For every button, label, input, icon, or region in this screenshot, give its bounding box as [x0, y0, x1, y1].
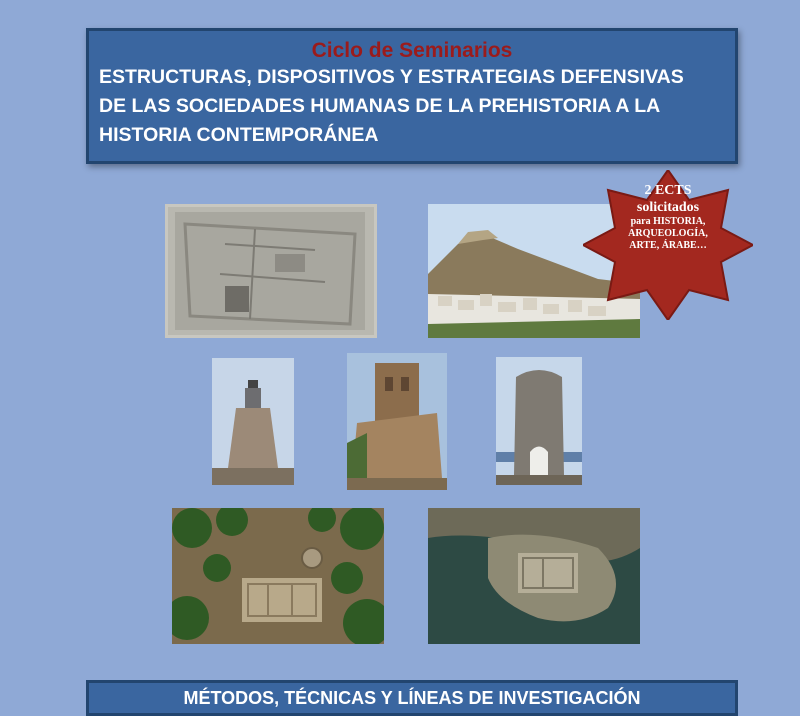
ects-degree-2: ARQUEOLOGÍA,	[628, 228, 708, 239]
footer-banner: MÉTODOS, TÉCNICAS Y LÍNEAS DE INVESTIGACIÓN	[86, 680, 738, 716]
ects-degree-1: para HISTORIA,	[630, 216, 706, 227]
aerial-peninsula-fortress-photo	[428, 508, 640, 644]
title-line-3: HISTORIA CONTEMPORÁNEA	[99, 124, 379, 146]
header-banner	[86, 28, 738, 164]
title-line-1: ESTRUCTURAS, DISPOSITIVOS Y ESTRATEGIAS DEFENSIVAS	[99, 66, 684, 88]
aerial-excavation-photo	[165, 204, 377, 338]
seminar-subtitle: Ciclo de Seminarios	[311, 39, 513, 62]
church-tower-photo	[347, 353, 447, 490]
round-watchtower-photo	[496, 357, 582, 485]
lighthouse-tower-photo	[212, 358, 294, 485]
ects-degree-3: ARTE, ÁRABE…	[629, 240, 707, 251]
title-line-2: DE LAS SOCIEDADES HUMANAS DE LA PREHISTORIA A LA	[99, 95, 661, 117]
seminar-title	[89, 63, 735, 150]
ects-count: 2 ECTS	[644, 183, 692, 198]
ects-badge	[583, 170, 753, 320]
aerial-ruins-forest-photo	[172, 508, 384, 644]
ects-status: solicitados	[636, 200, 700, 215]
